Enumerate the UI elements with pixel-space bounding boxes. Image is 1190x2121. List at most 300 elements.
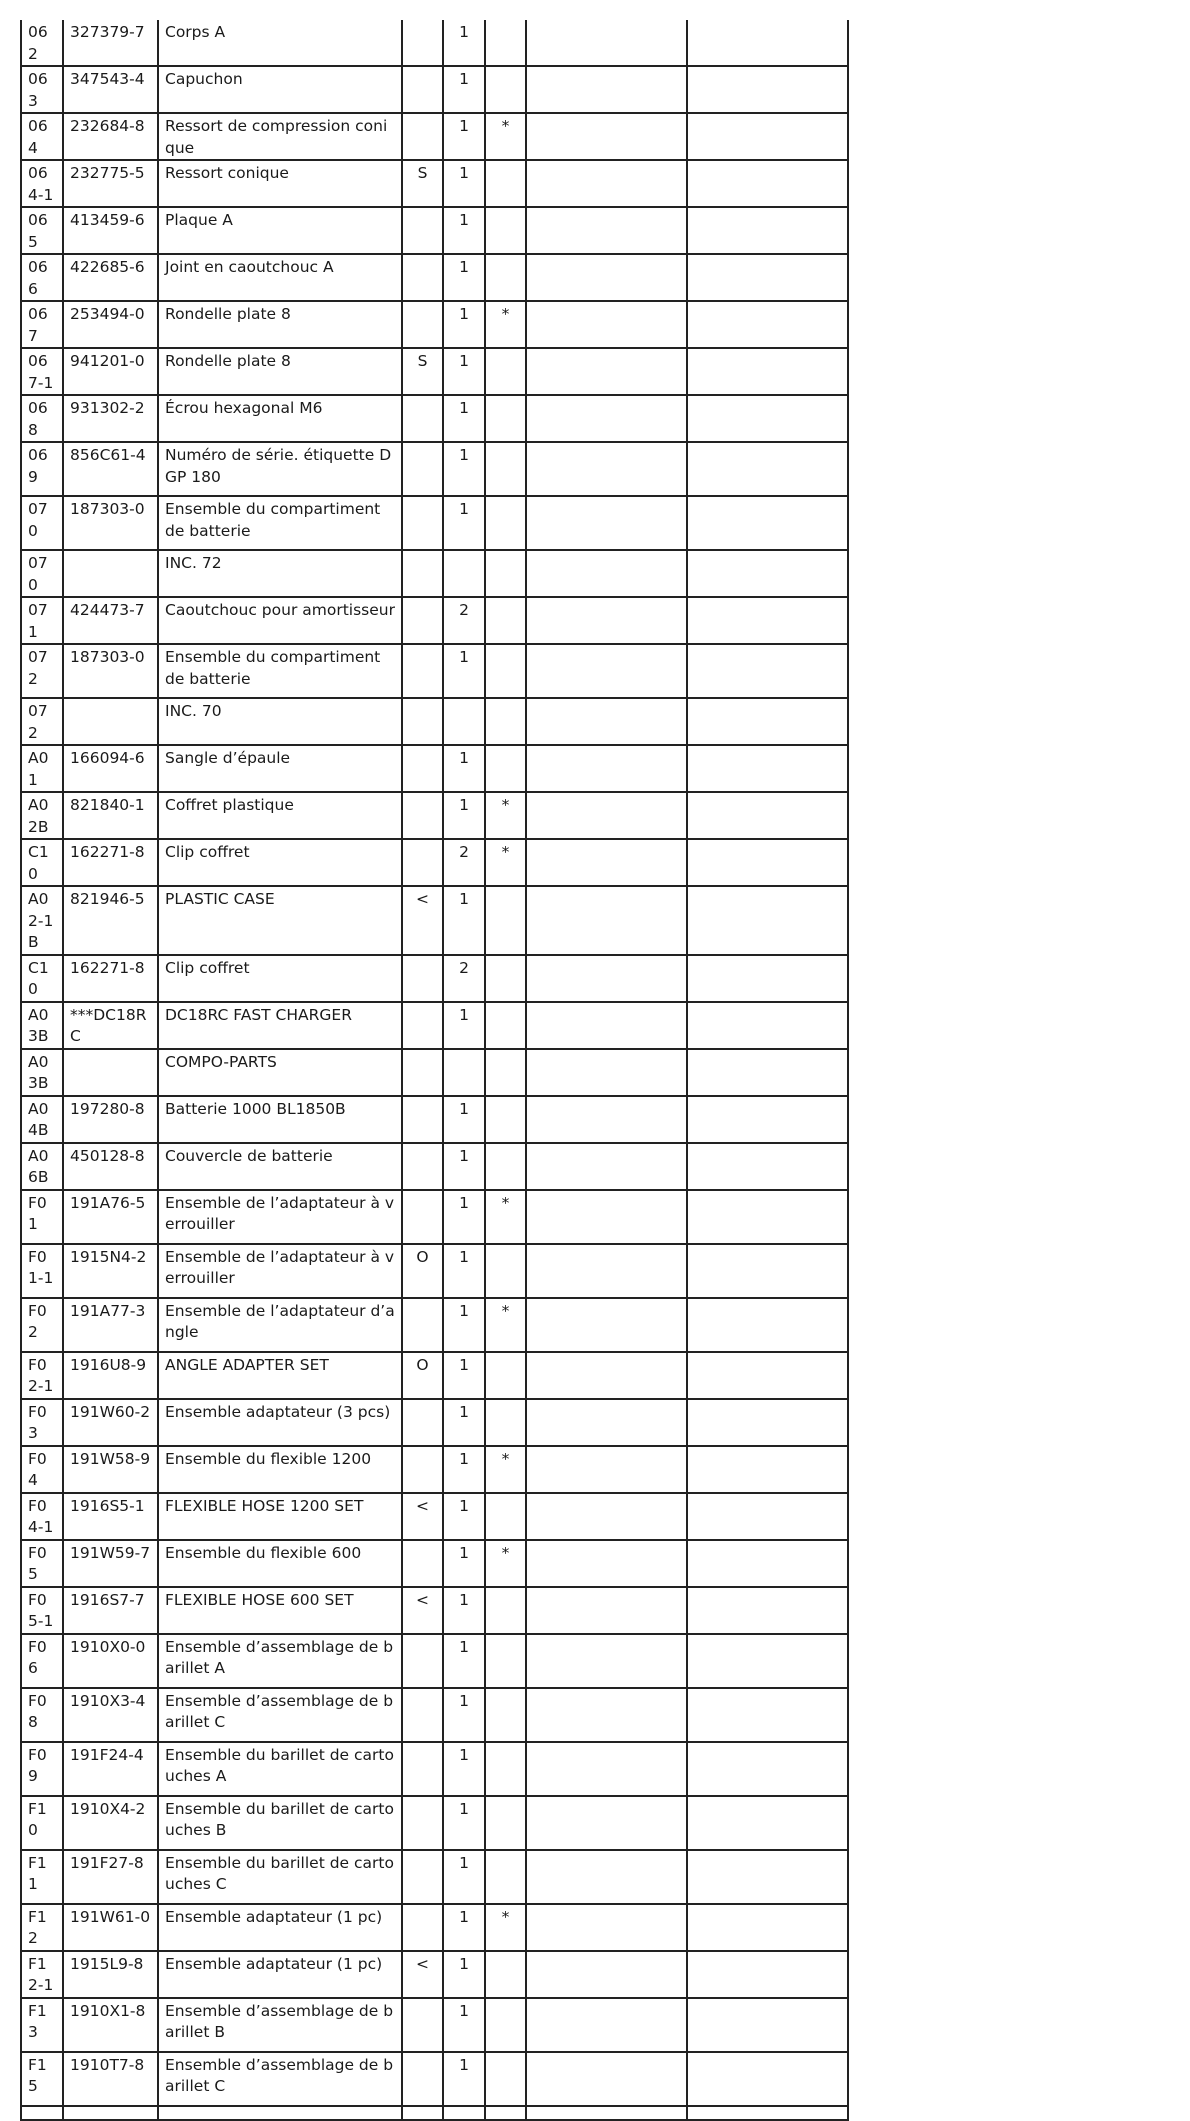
table-row (21, 1634, 848, 1688)
item-number-cell: F13 (21, 1998, 63, 2052)
symbol-cell (402, 1190, 443, 1244)
symbol-cell (402, 1904, 443, 1951)
item-number-cell: F09 (21, 1742, 63, 1796)
blank-cell (526, 1850, 687, 1904)
note-mark-cell: * (485, 301, 526, 348)
symbol-cell: S (402, 348, 443, 395)
item-number-cell: F05-1 (21, 1587, 63, 1634)
table-row (21, 395, 848, 442)
item-number-cell: 070 (21, 496, 63, 550)
blank-cell (526, 955, 687, 1002)
note-mark-cell: * (485, 1904, 526, 1951)
table-row (21, 442, 848, 496)
blank-cell (687, 550, 848, 597)
part-number-cell: 187303-0 (63, 496, 158, 550)
symbol-cell (402, 2106, 443, 2120)
description-cell: FLEXIBLE HOSE 1200 SET (158, 1493, 402, 1540)
quantity-cell: 1 (443, 207, 485, 254)
item-number-cell: F15 (21, 2052, 63, 2106)
blank-cell (687, 1049, 848, 1096)
note-mark-cell (485, 1244, 526, 1298)
note-mark-cell (485, 745, 526, 792)
blank-cell (687, 1399, 848, 1446)
quantity-cell: 1 (443, 1298, 485, 1352)
blank-cell (526, 395, 687, 442)
table-row (21, 1796, 848, 1850)
table-row (21, 207, 848, 254)
part-number-cell: 166094-6 (63, 745, 158, 792)
description-cell: Coffret plastique (158, 792, 402, 839)
blank-cell (687, 348, 848, 395)
symbol-cell (402, 550, 443, 597)
table-row (21, 550, 848, 597)
item-number-cell: F03 (21, 1399, 63, 1446)
description-cell: Ensemble adaptateur (1 pc) (158, 1904, 402, 1951)
part-number-cell: 1910X4-2 (63, 1796, 158, 1850)
note-mark-cell (485, 886, 526, 955)
table-row (21, 1688, 848, 1742)
part-number-cell: ***DC18RC (63, 1002, 158, 1049)
item-number-cell: C10 (21, 839, 63, 886)
description-cell: Corps A (158, 20, 402, 66)
blank-cell (687, 1904, 848, 1951)
symbol-cell (402, 1096, 443, 1143)
part-number-cell: 450128-8 (63, 1143, 158, 1190)
note-mark-cell (485, 496, 526, 550)
item-number-cell: 072 (21, 698, 63, 745)
table-row (21, 698, 848, 745)
part-number-cell: 1910X3-4 (63, 1688, 158, 1742)
quantity-cell: 1 (443, 745, 485, 792)
blank-cell (526, 886, 687, 955)
symbol-cell (402, 301, 443, 348)
note-mark-cell (485, 1587, 526, 1634)
symbol-cell (402, 1540, 443, 1587)
quantity-cell: 1 (443, 1540, 485, 1587)
blank-cell (526, 207, 687, 254)
symbol-cell (402, 66, 443, 113)
note-mark-cell: * (485, 792, 526, 839)
part-number-cell: 941201-0 (63, 348, 158, 395)
item-number-cell: F02-1 (21, 1352, 63, 1399)
blank-cell (526, 1634, 687, 1688)
part-number-cell: 162271-8 (63, 955, 158, 1002)
blank-cell (687, 597, 848, 644)
symbol-cell (402, 1634, 443, 1688)
part-number-cell: 191F27-8 (63, 1850, 158, 1904)
symbol-cell (402, 1399, 443, 1446)
symbol-cell: O (402, 1352, 443, 1399)
symbol-cell (402, 644, 443, 698)
note-mark-cell (485, 1096, 526, 1143)
blank-cell (526, 2052, 687, 2106)
part-number-cell: 191W60-2 (63, 1399, 158, 1446)
symbol-cell (402, 395, 443, 442)
table-row (21, 1587, 848, 1634)
description-cell: Joint en caoutchouc A (158, 254, 402, 301)
blank-cell (687, 113, 848, 160)
item-number-cell (21, 2106, 63, 2120)
blank-cell (687, 160, 848, 207)
part-number-cell: 1916U8-9 (63, 1352, 158, 1399)
quantity-cell: 1 (443, 1688, 485, 1742)
blank-cell (526, 1540, 687, 1587)
item-number-cell: A01 (21, 745, 63, 792)
table-row (21, 1493, 848, 1540)
blank-cell (687, 66, 848, 113)
symbol-cell (402, 20, 443, 66)
description-cell: Ensemble de l’adaptateur d’angle (158, 1298, 402, 1352)
symbol-cell (402, 597, 443, 644)
note-mark-cell (485, 2052, 526, 2106)
description-cell: Couvercle de batterie (158, 1143, 402, 1190)
description-cell: Ensemble du flexible 1200 (158, 1446, 402, 1493)
item-number-cell: 068 (21, 395, 63, 442)
blank-cell (687, 2106, 848, 2120)
note-mark-cell (485, 698, 526, 745)
table-row (21, 113, 848, 160)
description-cell: Numéro de série. étiquette DGP 180 (158, 442, 402, 496)
item-number-cell: A03B (21, 1002, 63, 1049)
quantity-cell: 1 (443, 1742, 485, 1796)
description-cell: Batterie 1000 BL1850B (158, 1096, 402, 1143)
quantity-cell: 1 (443, 1399, 485, 1446)
parts-table-body (21, 20, 848, 2120)
item-number-cell: F01 (21, 1190, 63, 1244)
description-cell: Ensemble d’assemblage de barillet C (158, 1688, 402, 1742)
blank-cell (526, 550, 687, 597)
table-row (21, 301, 848, 348)
part-number-cell (63, 2106, 158, 2120)
description-cell: Ensemble d’assemblage de barillet B (158, 1998, 402, 2052)
blank-cell (526, 1688, 687, 1742)
item-number-cell: F04-1 (21, 1493, 63, 1540)
table-row (21, 1446, 848, 1493)
blank-cell (687, 207, 848, 254)
note-mark-cell (485, 20, 526, 66)
part-number-cell: 821946-5 (63, 886, 158, 955)
quantity-cell: 1 (443, 792, 485, 839)
description-cell: Caoutchouc pour amortisseur (158, 597, 402, 644)
description-cell: INC. 72 (158, 550, 402, 597)
description-cell: Ensemble du barillet de cartouches C (158, 1850, 402, 1904)
blank-cell (687, 792, 848, 839)
part-number-cell: 191F24-4 (63, 1742, 158, 1796)
description-cell: Ensemble adaptateur (3 pcs) (158, 1399, 402, 1446)
parts-list-page (20, 20, 849, 2121)
blank-cell (687, 2052, 848, 2106)
item-number-cell: 067 (21, 301, 63, 348)
item-number-cell: 071 (21, 597, 63, 644)
blank-cell (526, 1951, 687, 1998)
description-cell: Ensemble du barillet de cartouches B (158, 1796, 402, 1850)
item-number-cell: 064 (21, 113, 63, 160)
blank-cell (687, 1540, 848, 1587)
blank-cell (526, 839, 687, 886)
description-cell: Écrou hexagonal M6 (158, 395, 402, 442)
note-mark-cell (485, 1493, 526, 1540)
quantity-cell (443, 698, 485, 745)
symbol-cell (402, 113, 443, 160)
note-mark-cell: * (485, 1446, 526, 1493)
quantity-cell (443, 2106, 485, 2120)
description-cell: INC. 70 (158, 698, 402, 745)
table-row (21, 745, 848, 792)
description-cell: Capuchon (158, 66, 402, 113)
quantity-cell: 1 (443, 1096, 485, 1143)
description-cell: COMPO-PARTS (158, 1049, 402, 1096)
blank-cell (687, 1446, 848, 1493)
symbol-cell (402, 1446, 443, 1493)
note-mark-cell: * (485, 1298, 526, 1352)
note-mark-cell: * (485, 1540, 526, 1587)
part-number-cell: 191A76-5 (63, 1190, 158, 1244)
blank-cell (687, 254, 848, 301)
quantity-cell: 1 (443, 1998, 485, 2052)
note-mark-cell (485, 597, 526, 644)
parts-table (20, 20, 849, 2121)
note-mark-cell (485, 1002, 526, 1049)
item-number-cell: F05 (21, 1540, 63, 1587)
table-row (21, 1190, 848, 1244)
table-row (21, 955, 848, 1002)
table-row (21, 1904, 848, 1951)
quantity-cell: 1 (443, 395, 485, 442)
quantity-cell: 1 (443, 1002, 485, 1049)
part-number-cell: 856C61-4 (63, 442, 158, 496)
blank-cell (687, 1796, 848, 1850)
item-number-cell: 066 (21, 254, 63, 301)
table-row (21, 1951, 848, 1998)
note-mark-cell: * (485, 839, 526, 886)
blank-cell (526, 254, 687, 301)
blank-cell (526, 1742, 687, 1796)
symbol-cell (402, 1850, 443, 1904)
table-row (21, 496, 848, 550)
blank-cell (687, 1143, 848, 1190)
quantity-cell: 1 (443, 348, 485, 395)
table-row (21, 254, 848, 301)
part-number-cell: 162271-8 (63, 839, 158, 886)
description-cell: Ressort de compression conique (158, 113, 402, 160)
blank-cell (687, 1850, 848, 1904)
blank-cell (526, 160, 687, 207)
symbol-cell (402, 1049, 443, 1096)
quantity-cell: 1 (443, 160, 485, 207)
table-row (21, 1850, 848, 1904)
table-row (21, 1143, 848, 1190)
quantity-cell: 1 (443, 1850, 485, 1904)
note-mark-cell (485, 1634, 526, 1688)
table-row (21, 1540, 848, 1587)
part-number-cell: 422685-6 (63, 254, 158, 301)
note-mark-cell (485, 395, 526, 442)
quantity-cell: 1 (443, 1244, 485, 1298)
symbol-cell (402, 2052, 443, 2106)
blank-cell (687, 644, 848, 698)
note-mark-cell (485, 644, 526, 698)
note-mark-cell (485, 1688, 526, 1742)
note-mark-cell (485, 1998, 526, 2052)
item-number-cell: F08 (21, 1688, 63, 1742)
item-number-cell: F04 (21, 1446, 63, 1493)
description-cell: Clip coffret (158, 839, 402, 886)
description-cell (158, 2106, 402, 2120)
description-cell: Rondelle plate 8 (158, 301, 402, 348)
part-number-cell: 191W59-7 (63, 1540, 158, 1587)
symbol-cell (402, 442, 443, 496)
part-number-cell: 1916S5-1 (63, 1493, 158, 1540)
note-mark-cell (485, 1850, 526, 1904)
item-number-cell: A02B (21, 792, 63, 839)
part-number-cell: 1910T7-8 (63, 2052, 158, 2106)
blank-cell (687, 1190, 848, 1244)
symbol-cell (402, 1998, 443, 2052)
part-number-cell: 197280-8 (63, 1096, 158, 1143)
blank-cell (687, 442, 848, 496)
symbol-cell (402, 1298, 443, 1352)
symbol-cell (402, 207, 443, 254)
quantity-cell: 1 (443, 66, 485, 113)
table-row (21, 886, 848, 955)
part-number-cell: 1910X1-8 (63, 1998, 158, 2052)
quantity-cell: 2 (443, 597, 485, 644)
quantity-cell: 1 (443, 644, 485, 698)
item-number-cell: 069 (21, 442, 63, 496)
blank-cell (526, 1998, 687, 2052)
table-row (21, 839, 848, 886)
blank-cell (687, 955, 848, 1002)
part-number-cell: 424473-7 (63, 597, 158, 644)
item-number-cell: F12 (21, 1904, 63, 1951)
blank-cell (526, 2106, 687, 2120)
part-number-cell: 1915L9-8 (63, 1951, 158, 1998)
description-cell: Ensemble d’assemblage de barillet C (158, 2052, 402, 2106)
part-number-cell: 327379-7 (63, 20, 158, 66)
blank-cell (526, 1190, 687, 1244)
item-number-cell: 072 (21, 644, 63, 698)
description-cell: PLASTIC CASE (158, 886, 402, 955)
table-row (21, 1352, 848, 1399)
symbol-cell (402, 839, 443, 886)
note-mark-cell (485, 66, 526, 113)
note-mark-cell (485, 348, 526, 395)
description-cell: Ensemble du flexible 600 (158, 1540, 402, 1587)
item-number-cell: C10 (21, 955, 63, 1002)
symbol-cell (402, 496, 443, 550)
item-number-cell: F12-1 (21, 1951, 63, 1998)
quantity-cell (443, 550, 485, 597)
note-mark-cell (485, 1049, 526, 1096)
item-number-cell: 067-1 (21, 348, 63, 395)
note-mark-cell (485, 1742, 526, 1796)
blank-cell (526, 1796, 687, 1850)
description-cell: FLEXIBLE HOSE 600 SET (158, 1587, 402, 1634)
blank-cell (526, 1399, 687, 1446)
quantity-cell: 1 (443, 113, 485, 160)
quantity-cell: 1 (443, 1634, 485, 1688)
quantity-cell: 1 (443, 1143, 485, 1190)
description-cell: Ressort conique (158, 160, 402, 207)
blank-cell (526, 1143, 687, 1190)
table-row (21, 792, 848, 839)
part-number-cell: 191W61-0 (63, 1904, 158, 1951)
blank-cell (526, 66, 687, 113)
blank-cell (526, 1587, 687, 1634)
table-row (21, 1096, 848, 1143)
symbol-cell: < (402, 1493, 443, 1540)
quantity-cell: 2 (443, 955, 485, 1002)
description-cell: ANGLE ADAPTER SET (158, 1352, 402, 1399)
table-row (21, 1742, 848, 1796)
blank-cell (526, 1493, 687, 1540)
description-cell: DC18RC FAST CHARGER (158, 1002, 402, 1049)
table-row (21, 1998, 848, 2052)
blank-cell (526, 113, 687, 160)
blank-cell (687, 395, 848, 442)
symbol-cell (402, 955, 443, 1002)
item-number-cell: F01-1 (21, 1244, 63, 1298)
blank-cell (526, 1352, 687, 1399)
table-row (21, 1244, 848, 1298)
item-number-cell: A03B (21, 1049, 63, 1096)
blank-cell (687, 301, 848, 348)
blank-cell (526, 698, 687, 745)
part-number-cell: 1916S7-7 (63, 1587, 158, 1634)
table-row (21, 348, 848, 395)
table-row (21, 20, 848, 66)
item-number-cell: A04B (21, 1096, 63, 1143)
item-number-cell: F10 (21, 1796, 63, 1850)
symbol-cell (402, 254, 443, 301)
symbol-cell (402, 698, 443, 745)
item-number-cell: 070 (21, 550, 63, 597)
blank-cell (687, 1493, 848, 1540)
quantity-cell: 1 (443, 2052, 485, 2106)
blank-cell (526, 1446, 687, 1493)
table-row (21, 597, 848, 644)
blank-cell (687, 1742, 848, 1796)
blank-cell (526, 1298, 687, 1352)
blank-cell (687, 1688, 848, 1742)
quantity-cell: 1 (443, 1446, 485, 1493)
quantity-cell: 1 (443, 254, 485, 301)
blank-cell (687, 839, 848, 886)
symbol-cell: S (402, 160, 443, 207)
part-number-cell: 931302-2 (63, 395, 158, 442)
quantity-cell: 1 (443, 1904, 485, 1951)
symbol-cell: < (402, 886, 443, 955)
part-number-cell: 232775-5 (63, 160, 158, 207)
description-cell: Ensemble d’assemblage de barillet A (158, 1634, 402, 1688)
blank-cell (687, 1002, 848, 1049)
item-number-cell: F02 (21, 1298, 63, 1352)
blank-cell (687, 20, 848, 66)
note-mark-cell (485, 1951, 526, 1998)
blank-cell (526, 442, 687, 496)
table-row (21, 2106, 848, 2120)
part-number-cell: 187303-0 (63, 644, 158, 698)
blank-cell (687, 1298, 848, 1352)
quantity-cell: 1 (443, 20, 485, 66)
blank-cell (687, 698, 848, 745)
note-mark-cell (485, 160, 526, 207)
part-number-cell: 1910X0-0 (63, 1634, 158, 1688)
part-number-cell (63, 550, 158, 597)
blank-cell (687, 1352, 848, 1399)
part-number-cell: 821840-1 (63, 792, 158, 839)
item-number-cell: F11 (21, 1850, 63, 1904)
